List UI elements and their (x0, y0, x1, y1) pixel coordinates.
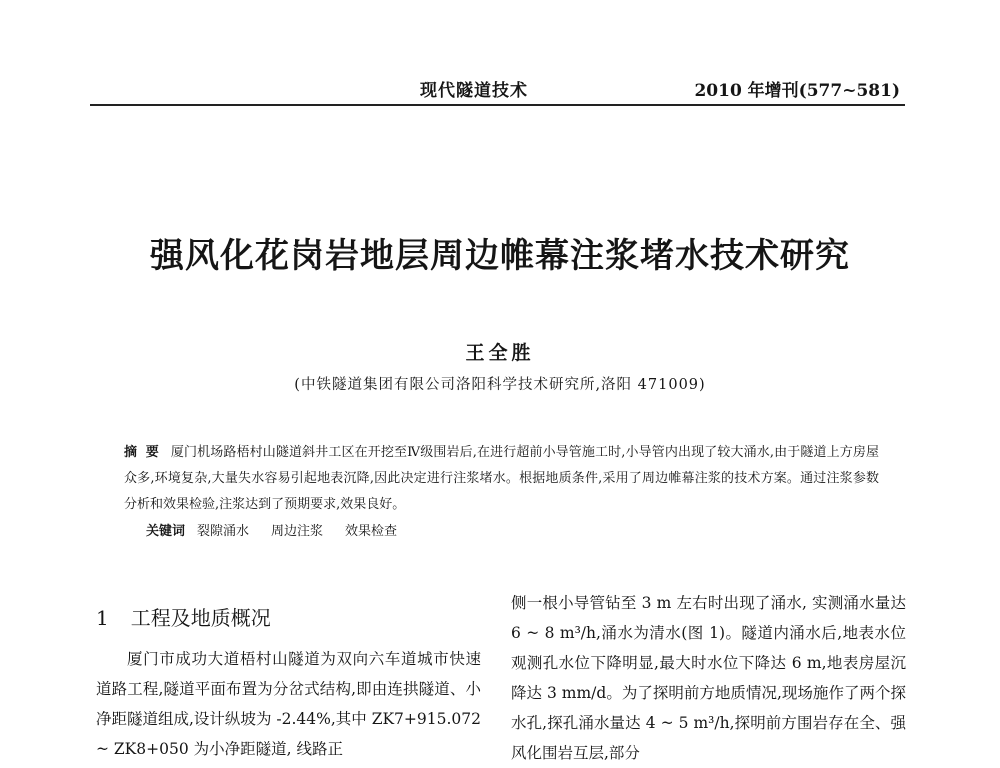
keyword-item: 效果检查 (345, 524, 398, 539)
issue-info: 2010 年增刊(577~581) (694, 81, 900, 101)
abstract-text: 厦门机场路梧村山隧道斜井工区在开挖至Ⅳ级围岩后,在进行超前小导管施工时,小导管内出现了较大涌水,由于隧道上方房屋众多,环境复杂,大量失水容易引起地表沉降,因此决定进行注浆堵水。根据地质条件,采用了周边帷幕注浆的技术方案。通过注浆参数分析和效果检验,注浆达到了预期要求,效果良好。 (124, 445, 880, 512)
journal-name: 现代隧道技术 (420, 81, 528, 101)
section-heading (96, 602, 271, 631)
header-rule (90, 104, 905, 106)
keywords (146, 520, 419, 539)
keywords-label: 关键词 (146, 524, 186, 539)
abstract (124, 440, 879, 518)
author-affiliation: (中铁隧道集团有限公司洛阳科学技术研究所,洛阳 471009) (294, 377, 706, 393)
body-right-column: 侧一根小导管钻至 3 m 左右时出现了涌水, 实测涌水量达 6 ~ 8 m³/h,涌水为清水(图 1)。隧道内涌水后,地表水位观测孔水位下降明显,最大时水位下降达 6 m,地表房屋沉降达 3 mm/d。为了探明前方地质情况,现场施作了两个探水孔,探孔涌水量达 4 ~ 5 m³/h,探明前方围岩存在全、强风化围岩互层,部分 (511, 594, 906, 762)
section-title: 工程及地质概况 (130, 606, 271, 630)
keyword-item: 裂隙涌水 (197, 524, 250, 539)
abstract-label: 摘 要 (124, 445, 161, 460)
author-name: 王全胜 (465, 342, 535, 364)
paper-title: 强风化花岗岩地层周边帷幕注浆堵水技术研究 (150, 236, 850, 276)
section-number: 1 (96, 606, 109, 630)
body-left-column: 厦门市成功大道梧村山隧道为双向六车道城市快速道路工程,隧道平面布置为分岔式结构,即由连拱隧道、小净距隧道组成,设计纵坡为 -2.44%,其中 ZK7+915.072 ~ ZK8+050 为小净距隧道, 线路正 (96, 650, 481, 758)
keyword-item: 周边注浆 (271, 524, 324, 539)
